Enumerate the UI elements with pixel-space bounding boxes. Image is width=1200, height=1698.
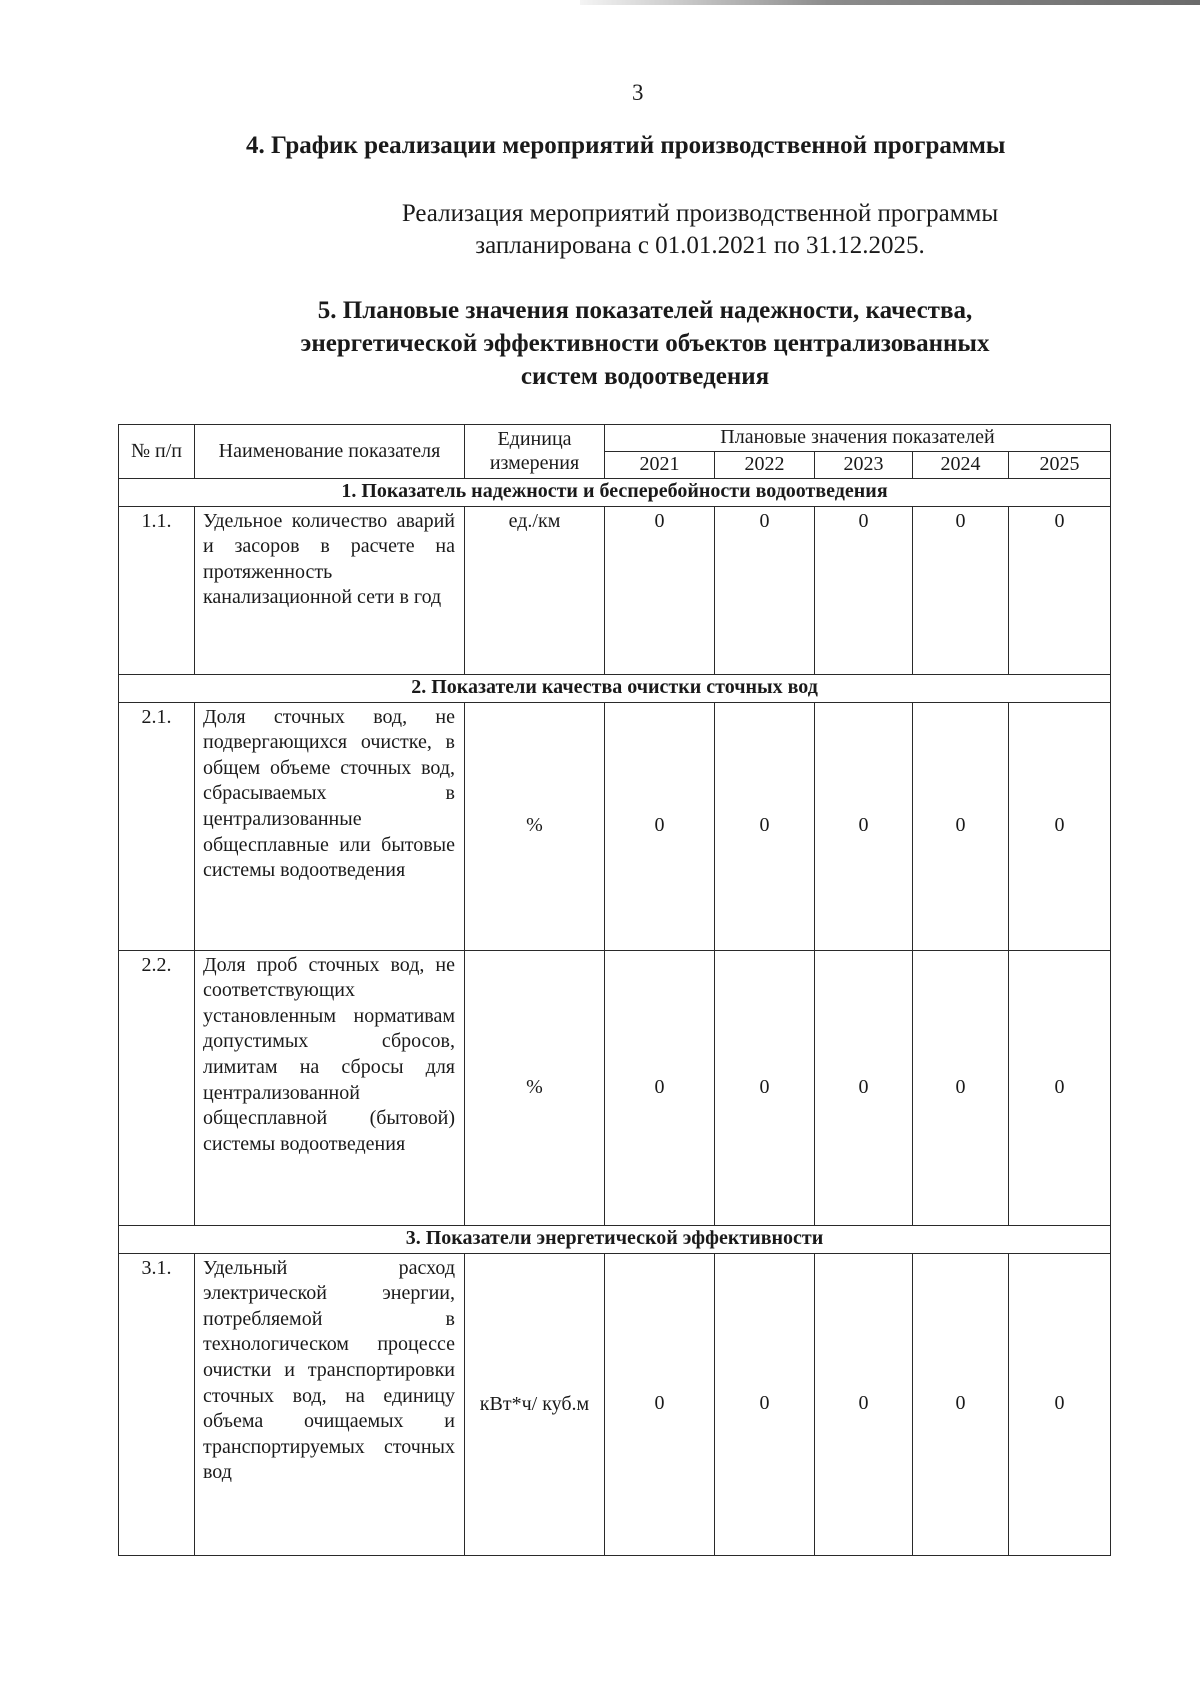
row-value: 0 (815, 1253, 913, 1555)
header-num: № п/п (119, 425, 195, 479)
scan-edge-shadow (580, 0, 1200, 5)
row-value: 0 (605, 950, 715, 1225)
header-unit: Единица измерения (465, 425, 605, 479)
group-title: 2. Показатели качества очистки сточных вод (119, 674, 1111, 702)
row-value: 0 (1009, 702, 1111, 950)
row-value: 0 (715, 702, 815, 950)
row-value: 0 (815, 506, 913, 674)
row-value: 0 (605, 506, 715, 674)
row-value: 0 (913, 950, 1009, 1225)
row-value: 0 (913, 1253, 1009, 1555)
row-num: 3.1. (119, 1253, 195, 1555)
row-value: 0 (1009, 950, 1111, 1225)
row-name: Удельный расход электрической энергии, потребляемой в технологическом процессе очистки и транспортировки сточных вод, на единицу объема очищаемых и транспортируемых сточных вод (195, 1253, 465, 1555)
group-title: 1. Показатель надежности и бесперебойности водоотведения (119, 478, 1111, 506)
header-year: 2022 (715, 452, 815, 479)
row-num: 1.1. (119, 506, 195, 674)
section-4-text-line-2: запланирована с 01.01.2021 по 31.12.2025. (475, 232, 925, 259)
row-value: 0 (715, 950, 815, 1225)
table-row (119, 950, 1111, 1225)
header-year: 2021 (605, 452, 715, 479)
row-value: 0 (913, 506, 1009, 674)
header-year: 2023 (815, 452, 913, 479)
row-value: 0 (605, 1253, 715, 1555)
section-5-heading-line-1: 5. Плановые значения показателей надежности, качества, (317, 297, 973, 324)
row-value: 0 (715, 506, 815, 674)
table-row (119, 506, 1111, 674)
row-num: 2.1. (119, 702, 195, 950)
row-num: 2.2. (119, 950, 195, 1225)
row-value: 0 (1009, 506, 1111, 674)
page-number: 3 (632, 80, 644, 105)
row-unit: кВт*ч/ куб.м (465, 1253, 605, 1555)
table-row (119, 702, 1111, 950)
row-value: 0 (715, 1253, 815, 1555)
section-4-text (250, 198, 1150, 262)
indicators-table (118, 424, 1111, 1556)
row-value: 0 (913, 702, 1009, 950)
row-value: 0 (1009, 1253, 1111, 1555)
section-4-text-line-1: Реализация мероприятий производственной программы (401, 200, 999, 227)
row-unit: % (465, 950, 605, 1225)
header-year: 2024 (913, 452, 1009, 479)
row-value: 0 (815, 950, 913, 1225)
section-4-heading: 4. График реализации мероприятий производственной программы (246, 132, 1006, 159)
row-value: 0 (605, 702, 715, 950)
group-title: 3. Показатели энергетической эффективности (119, 1225, 1111, 1253)
section-5-heading (230, 294, 1060, 393)
row-unit: % (465, 702, 605, 950)
row-value: 0 (815, 702, 913, 950)
header-planned-values: Плановые значения показателей (605, 425, 1111, 452)
row-unit: ед./км (465, 506, 605, 674)
table-row (119, 1253, 1111, 1555)
section-5-heading-line-2: энергетической эффективности объектов централизованных (300, 330, 990, 357)
row-name: Доля сточных вод, не подвергающихся очистке, в общем объеме сточных вод, сбрасываемых в централизованные общесплавные или бытовые системы водоотведения (195, 702, 465, 950)
header-year: 2025 (1009, 452, 1111, 479)
section-5-heading-line-3: систем водоотведения (520, 363, 770, 390)
row-name: Удельное количество аварий и засоров в расчете на протяженность канализационной сети в год (195, 506, 465, 674)
header-name: Наименование показателя (195, 425, 465, 479)
row-name: Доля проб сточных вод, не соответствующих установленным нормативам допустимых сбросов, лимитам на сбросы для централизованной общесплавной (бытовой) системы водоотведения (195, 950, 465, 1225)
